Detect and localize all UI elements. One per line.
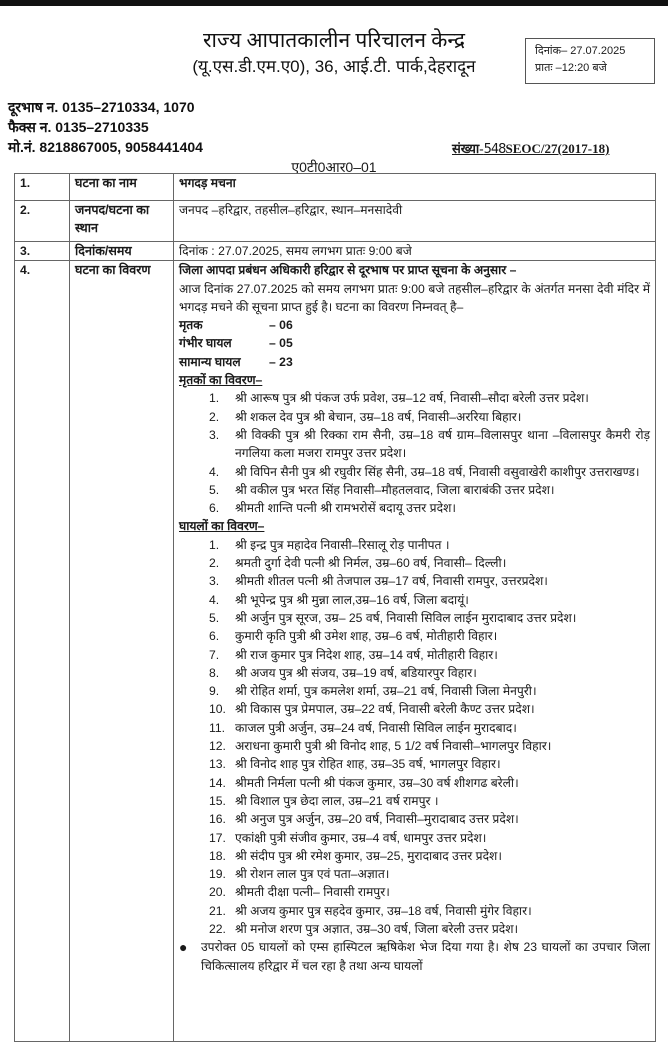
org-name: राज्य आपातकालीन परिचालन केन्द्र xyxy=(202,28,466,52)
list-item xyxy=(179,426,650,463)
item-number: 10. xyxy=(209,702,226,717)
row-value: दिनांक : 27.07.2025, समय लगभग प्रातः 9:00 बजे xyxy=(174,242,656,261)
list-item xyxy=(179,554,650,572)
list-item xyxy=(179,810,650,828)
item-text: अराधना कुमारी पुत्री श्री विनोद शाह, 5 1/2 वर्ष निवासी–भागलपुर विहार। xyxy=(235,739,552,754)
list-item xyxy=(179,591,650,609)
item-text: कुमारी कृति पुत्री श्री उमेश शाह, उम्र–6 वर्ष, मोतीहारी विहार। xyxy=(235,629,498,644)
item-number: 12. xyxy=(209,739,226,754)
list-item xyxy=(179,389,650,407)
item-number: 8. xyxy=(209,665,220,680)
list-item xyxy=(179,682,650,700)
item-number: 22. xyxy=(209,921,226,936)
item-number: 11. xyxy=(209,720,226,735)
item-number: 18. xyxy=(209,848,226,863)
bullet-note-text: उपरोक्त 05 घायलों को एम्स हास्पिटल ऋषिकेश भेज दिया गया है। शेष 23 घायलों का उपचार जिला चिकित्सालय हरिद्वार में चल रहा है तथा अन्य घायलों xyxy=(201,940,650,973)
row-number: 3. xyxy=(15,242,70,261)
incident-table xyxy=(14,173,656,1042)
table-row xyxy=(15,201,656,242)
org-address: (यू.एस.डी.एम.ए0), 36, आई.टी. पार्क,देहरादून xyxy=(192,57,476,76)
stat-label: सामान्य घायल xyxy=(179,354,241,369)
item-text: श्री अजय कुमार पुत्र सहदेव कुमार, उम्र–18 वर्ष, निवासी मुंगेर विहार। xyxy=(235,903,532,918)
details-paragraph: आज दिनांक 27.07.2025 को समय लगभग प्रातः 9:00 बजे तहसील–हरिद्वार के अंतर्गत मनसा देवी मंदिर में भगदड़ मचने की सूचना प्राप्त हुई है। घटना का विवरण निम्नवत् है– xyxy=(179,281,650,314)
item-text: एकांक्षी पुत्री संजीव कुमार, उम्र–4 वर्ष, धामपुर उत्तर प्रदेश। xyxy=(235,830,487,845)
row-number: 1. xyxy=(15,174,70,201)
list-item xyxy=(179,664,650,682)
list-item xyxy=(179,700,650,718)
item-text: श्री अनुज पुत्र अर्जुन, उम्र–20 वर्ष, निवासी–मुरादाबाद उत्तर प्रदेश। xyxy=(235,812,519,827)
item-number: 3. xyxy=(209,574,220,589)
injured-heading: घायलों का विवरण– xyxy=(179,519,265,534)
list-item xyxy=(179,481,650,499)
list-item xyxy=(179,609,650,627)
item-text: श्री विशाल पुत्र छेदा लाल, उम्र–21 वर्ष रामपुर । xyxy=(235,793,439,808)
item-text: श्री संदीप पुत्र श्री रमेश कुमार, उम्र–25, मुरादाबाद उत्तर प्रदेश। xyxy=(235,848,502,863)
list-item xyxy=(179,883,650,901)
date-time-box xyxy=(525,38,655,84)
reference-number xyxy=(452,139,609,157)
item-text: श्री रोशन लाल पुत्र एवं पता–अज्ञात। xyxy=(235,867,390,882)
row-number: 4. xyxy=(15,261,70,1042)
casualty-stat xyxy=(179,353,650,371)
list-item xyxy=(179,408,650,426)
list-item xyxy=(179,865,650,883)
stat-value: – 05 xyxy=(269,336,293,351)
item-text: श्री विनोद शाह पुत्र रोहित शाह, उम्र–35 वर्ष, भागलपुर विहार। xyxy=(235,757,501,772)
casualty-stat xyxy=(179,316,650,334)
row-label: जनपद/घटना का स्थान xyxy=(70,201,174,242)
item-text: काजल पुत्री अर्जुन, उम्र–24 वर्ष, निवासी सिविल लाईन मुरादबाद। xyxy=(235,720,517,735)
mobile-number: मो.नं. 8218867005, 9058441404 xyxy=(8,139,203,155)
item-number: 1. xyxy=(209,391,220,406)
item-text: श्रीमती दीक्षा पत्नी– निवासी रामपुर। xyxy=(235,885,390,900)
stat-label: गंभीर घायल xyxy=(179,336,232,351)
table-row xyxy=(15,174,656,201)
item-number: 19. xyxy=(209,867,226,882)
item-text: श्री इन्द्र पुत्र महादेव निवासी–रिसालू रोड़ पानीपत । xyxy=(235,537,450,552)
dead-list xyxy=(179,389,650,517)
top-dark-bar xyxy=(0,0,668,6)
list-item xyxy=(179,719,650,737)
item-number: 15. xyxy=(209,793,226,808)
item-number: 17. xyxy=(209,830,226,845)
atr-number: ए0टी0आर0–01 xyxy=(291,159,377,175)
item-text: श्रीमती निर्मला पत्नी श्री पंकज कुमार, उम्र–30 वर्ष शीशगढ बरेली। xyxy=(235,775,519,790)
details-lead: जिला आपदा प्रबंधन अधिकारी हरिद्वार से दूरभाष पर प्राप्त सूचना के अनुसार – xyxy=(179,263,517,278)
row-value: भगदड़ मचना xyxy=(174,174,656,201)
item-text: श्रीमती शीतल पत्नी श्री तेजपाल उम्र–17 वर्ष, निवासी रामपुर, उत्तरप्रदेश। xyxy=(235,574,548,589)
item-text: श्री मनोज शरण पुत्र अज्ञात, उम्र–30 वर्ष, जिला बरेली उत्तर प्रदेश। xyxy=(235,921,519,936)
row-value: जनपद –हरिद्वार, तहसील–हरिद्वार, स्थान–मनसादेवी xyxy=(174,201,656,242)
item-number: 13. xyxy=(209,757,226,772)
item-number: 20. xyxy=(209,885,226,900)
item-number: 2. xyxy=(209,409,220,424)
stat-value: – 23 xyxy=(269,354,293,369)
list-item xyxy=(179,920,650,938)
casualty-stat xyxy=(179,334,650,352)
row-label: घटना का विवरण xyxy=(70,261,174,1042)
row-label: घटना का नाम xyxy=(70,174,174,201)
list-item xyxy=(179,627,650,645)
list-item xyxy=(179,572,650,590)
ref-handwritten: 548 xyxy=(483,142,506,157)
ref-suffix: SEOC/27(2017-18) xyxy=(505,141,610,156)
item-text: श्री वकील पुत्र भरत सिंह निवासी–मौहतलवाद, जिला बाराबंकी उत्तर प्रदेश। xyxy=(235,482,555,497)
list-item xyxy=(179,536,650,554)
item-number: 21. xyxy=(209,903,226,918)
bullet-icon: ● xyxy=(179,939,188,956)
stat-label: मृतक xyxy=(179,318,203,333)
list-item xyxy=(179,829,650,847)
item-text: श्री विपिन सैनी पुत्र श्री रघुवीर सिंह सैनी, उम्र–18 वर्ष, निवासी वसुवाखेरी काशीपुर उत्तराखण्ड। xyxy=(235,464,640,479)
casualty-stats xyxy=(179,316,650,371)
row-number: 2. xyxy=(15,201,70,242)
item-number: 5. xyxy=(209,482,220,497)
item-text: श्री अर्जुन पुत्र सूरज, उम्र– 25 वर्ष, निवासी सिविल लाईन मुरादाबाद उत्तर प्रदेश। xyxy=(235,610,577,625)
item-number: 9. xyxy=(209,684,220,699)
item-text: श्री शकल देव पुत्र श्री बेचान, उम्र–18 वर्ष, निवासी–अररिया बिहार। xyxy=(235,409,522,424)
incident-details xyxy=(174,261,656,1042)
row-label: दिनांक/समय xyxy=(70,242,174,261)
item-text: श्री रोहित शर्मा, पुत्र कमलेश शर्मा, उम्र–21 वर्ष, निवासी जिला मेनपुरी। xyxy=(235,684,537,699)
item-number: 6. xyxy=(209,629,220,644)
dead-heading: मृतकों का विवरण– xyxy=(179,373,263,388)
list-item xyxy=(179,902,650,920)
list-item xyxy=(179,499,650,517)
list-item xyxy=(179,847,650,865)
ref-prefix: संख्या- xyxy=(452,141,484,156)
list-item xyxy=(179,792,650,810)
table-row xyxy=(15,261,656,1042)
bullet-note xyxy=(179,938,650,975)
item-number: 7. xyxy=(209,647,220,662)
item-number: 3. xyxy=(209,427,220,442)
stat-value: – 06 xyxy=(269,318,293,333)
item-number: 4. xyxy=(209,464,220,479)
date-line: दिनांक– 27.07.2025 xyxy=(535,45,626,57)
item-number: 14. xyxy=(209,775,226,790)
list-item xyxy=(179,755,650,773)
list-item xyxy=(179,646,650,664)
item-text: श्री भूपेन्द्र पुत्र श्री मुन्ना लाल,उम्र–16 वर्ष, जिला बदायूं। xyxy=(235,592,469,607)
list-item xyxy=(179,774,650,792)
list-item xyxy=(179,463,650,481)
item-number: 6. xyxy=(209,501,220,516)
injured-list xyxy=(179,536,650,939)
item-number: 16. xyxy=(209,812,226,827)
item-text: श्री विक्की पुत्र श्री रिक्का राम सैनी, उम्र–18 वर्ष ग्राम–विलासपुर थाना –विलासपुर कैमरी रोड़ नगलिया कला मजरा रामपुर उत्तर प्रदेश। xyxy=(235,427,650,461)
item-text: श्री राज कुमार पुत्र निदेश शाह, उम्र–14 वर्ष, मोतीहारी विहार। xyxy=(235,647,498,662)
phone-number: दूरभाष न. 0135–2710334, 1070 xyxy=(8,99,195,115)
item-number: 4. xyxy=(209,592,220,607)
item-number: 5. xyxy=(209,610,220,625)
item-text: श्री विकास पुत्र प्रेमपाल, उम्र–22 वर्ष, निवासी बरेली कैण्ट उत्तर प्रदेश। xyxy=(235,702,535,717)
item-text: श्रीमती शान्ति पत्नी श्री रामभरोसें बदायू उत्तर प्रदेश। xyxy=(235,501,456,516)
item-number: 2. xyxy=(209,556,220,571)
time-line: प्रातः –12:20 बजे xyxy=(535,62,607,74)
item-text: श्रमती दुर्गा देवी पत्नी श्री निर्मल, उम्र–60 वर्ष, निवासी– दिल्ली। xyxy=(235,556,507,571)
item-text: श्री आरूष पुत्र श्री पंकज उर्फ प्रवेश, उम्र–12 वर्ष, निवासी–सौदा बरेली उत्तर प्रदेश। xyxy=(235,391,589,406)
table-row xyxy=(15,242,656,261)
item-number: 1. xyxy=(209,537,220,552)
fax-number: फैक्स न. 0135–2710335 xyxy=(8,119,149,135)
list-item xyxy=(179,737,650,755)
item-text: श्री अजय पुत्र श्री संजय, उम्र–19 वर्ष, बडियारपुर विहार। xyxy=(235,665,477,680)
